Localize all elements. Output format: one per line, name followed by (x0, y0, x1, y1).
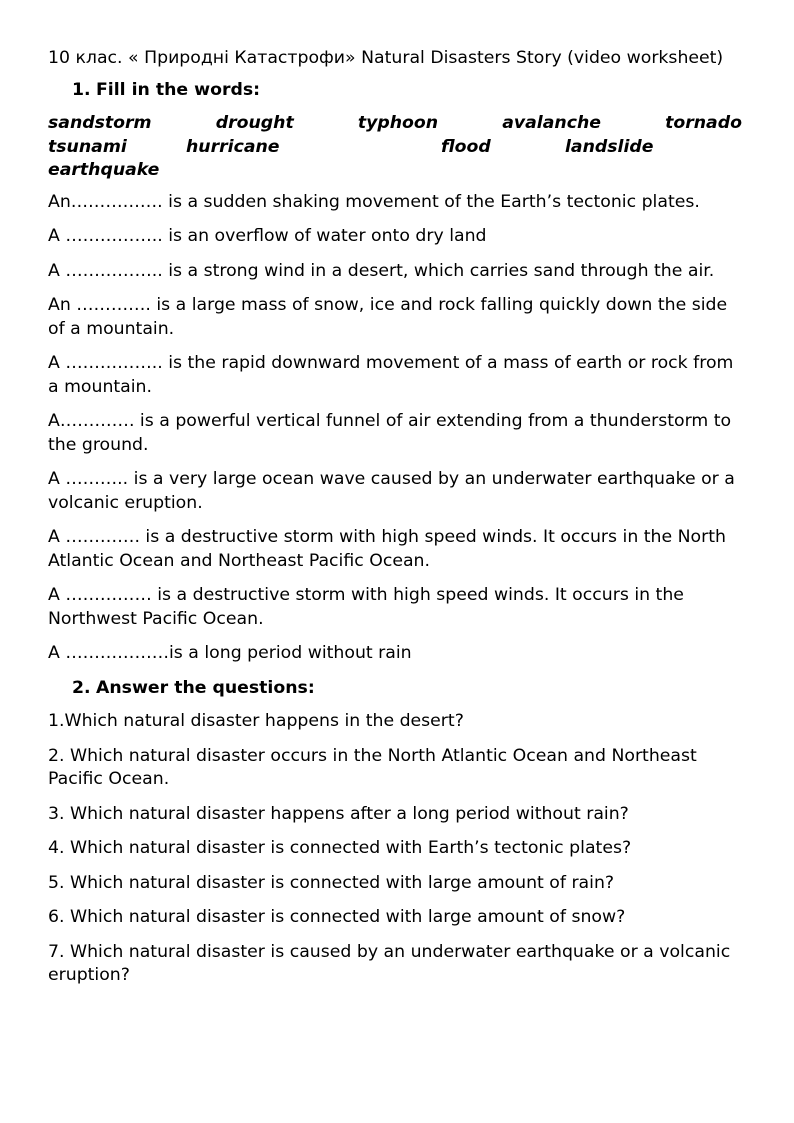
word-bank-item: flood (441, 136, 491, 157)
word-bank-item: typhoon (357, 113, 439, 133)
fill-sentence: A …………… is a destructive storm with high speed winds. It occurs in the Northwest Pacific Ocean. (48, 585, 684, 629)
fill-sentence: A ………………is a long period without rain (48, 643, 412, 663)
question: 4. Which natural disaster is connected with Earth’s tectonic plates? (48, 838, 632, 858)
word-bank-item: avalanche (502, 113, 601, 133)
fill-sentence: A …………….. is the rapid downward movement of a mass of earth or rock from a mountain. (48, 353, 734, 397)
section-2-heading-text: Answer the questions: (96, 677, 315, 698)
section-2-number: 2. (72, 677, 91, 698)
fill-sentence: An……………. is a sudden shaking movement of the Earth’s tectonic plates. (48, 191, 700, 212)
question: 5. Which natural disaster is connected with large amount of rain? (48, 872, 615, 893)
question: 7. Which natural disaster is caused by an underwater earthquake or a volcanic eruption? (48, 941, 731, 985)
section-2-heading (48, 677, 746, 701)
section-1-number: 1. (72, 79, 91, 100)
word-bank-row-1 (48, 112, 742, 136)
word-bank-item: sandstorm (48, 113, 152, 133)
question: 3. Which natural disaster happens after a long period without rain? (48, 803, 629, 824)
fill-sentence: A …………….. is a strong wind in a desert, which carries sand through the air. (48, 260, 715, 281)
question: 2. Which natural disaster occurs in the North Atlantic Ocean and Northeast Pacific Ocean. (48, 745, 697, 789)
word-bank-item: tornado (665, 113, 742, 133)
word-bank (48, 112, 742, 183)
question: 1.Which natural disaster happens in the desert? (48, 711, 464, 731)
section-1-heading (48, 79, 746, 103)
question: 6. Which natural disaster is connected with large amount of snow? (48, 907, 626, 927)
word-bank-row-2 (48, 136, 742, 160)
section-1-heading-text: Fill in the words: (96, 79, 261, 100)
fill-sentence: A …………….. is an overflow of water onto dry land (48, 226, 487, 246)
fill-sentence: A…………. is a powerful vertical funnel of air extending from a thunderstorm to the ground. (48, 411, 732, 455)
worksheet-title: 10 клас. « Природні Катастрофи» Natural Disasters Story (video worksheet) (48, 48, 724, 68)
word-bank-item: tsunami (48, 136, 127, 157)
word-bank-row-3 (48, 159, 742, 183)
word-bank-item: drought (215, 113, 294, 133)
fill-sentence: A ……….. is a very large ocean wave caused by an underwater earthquake or a volcanic eruption. (48, 469, 735, 513)
word-bank-item: landslide (565, 136, 654, 157)
fill-sentence: A …………. is a destructive storm with high speed winds. It occurs in the North Atlantic Ocean and Northeast Pacific Ocean. (48, 527, 726, 571)
fill-sentence: An …………. is a large mass of snow, ice and rock falling quickly down the side of a mountain. (48, 295, 728, 339)
word-bank-item: hurricane (186, 136, 280, 157)
word-bank-item: earthquake (48, 160, 160, 180)
